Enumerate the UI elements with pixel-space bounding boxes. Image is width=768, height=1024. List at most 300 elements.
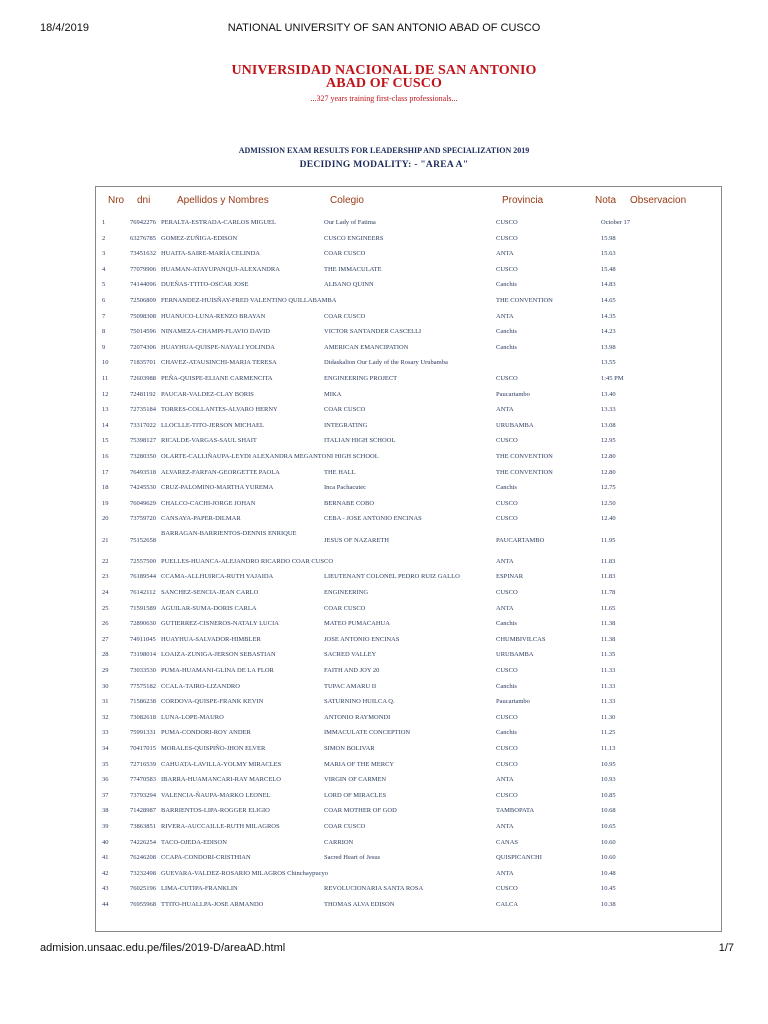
cell-nro: 10 bbox=[102, 359, 109, 367]
cell-dni: 75014596 bbox=[130, 328, 156, 336]
cell-colegio: IMMACULATE CONCEPTION bbox=[324, 729, 411, 737]
table-row bbox=[96, 246, 721, 262]
cell-dni: 72506809 bbox=[130, 296, 156, 304]
header-nota: Nota bbox=[595, 195, 617, 206]
cell-nota: 13.33 bbox=[601, 406, 616, 414]
cell-colegio: CEBA - JOSE ANTONIO ENCINAS bbox=[324, 515, 422, 523]
cell-provincia: ESPINAR bbox=[496, 573, 524, 581]
table-row bbox=[96, 231, 721, 247]
cell-colegio: COAR MOTHER OF GOD bbox=[324, 807, 397, 815]
cell-nota: 10.48 bbox=[601, 869, 616, 877]
header-name: Apellidos y Nombres bbox=[177, 195, 269, 206]
cell-dni: 76049629 bbox=[130, 499, 156, 507]
cell-nota: 11.33 bbox=[601, 698, 616, 706]
cell-name: PAUCAR-VALDEZ-CLAY BORIS bbox=[161, 390, 254, 398]
cell-dni: 76142112 bbox=[130, 589, 156, 597]
cell-dni: 74144096 bbox=[130, 281, 156, 289]
cell-nota: 15.98 bbox=[601, 234, 616, 242]
table-row bbox=[96, 585, 721, 601]
cell-dni: 77470583 bbox=[130, 776, 156, 784]
cell-name: CCAMA-ALLHUIRCA-RUTH YAJAIDA bbox=[161, 573, 274, 581]
cell-colegio: JESUS OF NAZARETH bbox=[324, 536, 390, 544]
cell-provincia: Canchis bbox=[496, 729, 517, 737]
cell-nro: 11 bbox=[102, 374, 109, 382]
cell-nro: 23 bbox=[102, 573, 109, 581]
table-row bbox=[96, 387, 721, 403]
cell-nro: 34 bbox=[102, 745, 109, 752]
cell-dni: 73863851 bbox=[130, 822, 156, 830]
cell-nota: 11.65 bbox=[601, 604, 616, 612]
cell-provincia: URUBAMBA bbox=[496, 651, 534, 659]
cell-provincia: THE CONVENTION bbox=[496, 296, 553, 304]
cell-nro: 16 bbox=[102, 452, 109, 460]
cell-provincia: CUSCO bbox=[496, 667, 518, 675]
cell-provincia: Canchis bbox=[496, 343, 517, 351]
cell-provincia: CUSCO bbox=[496, 219, 518, 226]
cell-nota: 10.60 bbox=[601, 838, 616, 846]
cell-colegio: ENGINEERING PROJECT bbox=[324, 374, 398, 382]
cell-name: MORALES-QUISPIÑO-JHON ELVER bbox=[161, 745, 266, 752]
cell-colegio: Our Lady of Fatima bbox=[324, 219, 376, 226]
table-row bbox=[96, 866, 721, 882]
cell-name: IBARRA-HUAMANCARI-RAY MARCELO bbox=[161, 776, 281, 784]
cell-colegio: ANTONIO RAYMONDI bbox=[324, 713, 391, 721]
cell-provincia: THE CONVENTION bbox=[496, 468, 553, 476]
cell-provincia: ANTA bbox=[496, 869, 514, 877]
cell-name: NINAMEZA-CHAMPI-FLAVIO DAVID bbox=[161, 328, 270, 336]
cell-nota: 10.38 bbox=[601, 900, 616, 908]
cell-provincia: CUSCO bbox=[496, 713, 518, 721]
cell-nro: 31 bbox=[102, 698, 109, 706]
cell-dni: 76493518 bbox=[130, 468, 156, 476]
cell-dni: 73280350 bbox=[130, 452, 156, 460]
cell-name: PUMA-HUAMANI-GLINA DE LA FLOR bbox=[161, 667, 274, 675]
cell-nota: 11.83 bbox=[601, 557, 616, 565]
cell-nro: 35 bbox=[102, 760, 109, 768]
cell-name: LUNA-LOPE-MAURO bbox=[161, 713, 224, 721]
cell-name: GUEVARA-VALDEZ-ROSARIO MILAGROS Chinchaypucyo bbox=[161, 869, 328, 877]
table-row bbox=[96, 850, 721, 866]
cell-provincia: ANTA bbox=[496, 312, 514, 320]
cell-dni: 72557500 bbox=[130, 557, 156, 565]
cell-nro: 5 bbox=[102, 281, 106, 289]
cell-name: TORRES-COLLANTES-ALVARO HERNY bbox=[161, 406, 278, 414]
cell-name: GUTIERREZ-CISNEROS-NATALY LUCIA bbox=[161, 620, 279, 628]
cell-nota: 11.38 bbox=[601, 635, 616, 643]
cell-nota: 10.60 bbox=[601, 854, 616, 862]
cell-dni: 63276785 bbox=[130, 234, 156, 242]
university-name bbox=[0, 64, 768, 90]
cell-name: CAHUATA-LAVILLA-YOLMY MIRACLES bbox=[161, 760, 282, 768]
cell-provincia: CUSCO bbox=[496, 760, 518, 768]
cell-colegio: COAR CUSCO bbox=[324, 406, 366, 414]
cell-dni: 76246208 bbox=[130, 854, 156, 862]
cell-nota: 10.95 bbox=[601, 760, 616, 768]
print-title: NATIONAL UNIVERSITY OF SAN ANTONIO ABAD OF CUSCO bbox=[227, 22, 541, 34]
table-row bbox=[96, 569, 721, 585]
cell-colegio: SIMON BOLIVAR bbox=[324, 745, 375, 752]
cell-name: HUAITA-SAIRE-MARÍA CELINDA bbox=[161, 250, 260, 258]
print-date: 18/4/2019 bbox=[40, 22, 89, 34]
cell-dni: 74226254 bbox=[130, 838, 156, 846]
cell-nro: 6 bbox=[102, 296, 106, 304]
cell-nro: 18 bbox=[102, 484, 109, 492]
cell-nota: 11.83 bbox=[601, 573, 616, 581]
cell-name: GOMEZ-ZUÑIGA-EDISON bbox=[161, 234, 238, 242]
cell-name: OLARTE-CALLIÑAUPA-LEYDI ALEXANDRA MEGANTONI HIGH SCHOOL bbox=[161, 452, 379, 460]
cell-provincia: PAUCARTAMBO bbox=[496, 536, 545, 544]
cell-name: CORDOVA-QUISPE-FRANK KEVIN bbox=[161, 698, 264, 706]
cell-nota: 11.13 bbox=[601, 745, 616, 752]
cell-dni: 71835701 bbox=[130, 359, 156, 367]
cell-nro: 1 bbox=[102, 219, 106, 226]
cell-provincia: Paucartambo bbox=[496, 390, 530, 398]
exam-title: ADMISSION EXAM RESULTS FOR LEADERSHIP AND SPECIALIZATION 2019 bbox=[238, 146, 530, 155]
cell-nota: 10.93 bbox=[601, 776, 616, 784]
cell-nro: 40 bbox=[102, 838, 109, 846]
cell-nro: 14 bbox=[102, 421, 109, 429]
cell-colegio: MARIA OF THE MERCY bbox=[324, 760, 395, 768]
cell-name: HUAYHUA-SALVADOR-HIMBLER bbox=[161, 635, 261, 643]
cell-nro: 39 bbox=[102, 822, 109, 830]
table-row bbox=[96, 511, 721, 527]
cell-nro: 43 bbox=[102, 885, 109, 893]
cell-provincia: CUSCO bbox=[496, 515, 518, 523]
cell-nro: 2 bbox=[102, 234, 106, 242]
cell-nota: 12.80 bbox=[601, 468, 616, 476]
cell-nro: 17 bbox=[102, 468, 109, 476]
cell-provincia: CHUMBIVILCAS bbox=[496, 635, 546, 643]
cell-nro: 7 bbox=[102, 312, 106, 320]
cell-provincia: ANTA bbox=[496, 822, 514, 830]
cell-dni: 73033530 bbox=[130, 667, 156, 675]
cell-nota: 12.50 bbox=[601, 499, 616, 507]
cell-colegio: ITALIAN HIGH SCHOOL bbox=[324, 437, 396, 445]
cell-provincia: CALCA bbox=[496, 900, 519, 908]
cell-colegio: FAITH AND JOY 20 bbox=[324, 667, 380, 675]
table-row bbox=[96, 788, 721, 804]
cell-nro: 32 bbox=[102, 713, 109, 721]
cell-name: LLOCLLE-TITO-JERSON MICHAEL bbox=[161, 421, 264, 429]
cell-provincia: TAMBOPATA bbox=[496, 807, 535, 815]
cell-nota: 11.35 bbox=[601, 651, 616, 659]
cell-dni: 77079906 bbox=[130, 265, 156, 273]
cell-provincia: Paucartambo bbox=[496, 698, 530, 706]
cell-dni: 71428987 bbox=[130, 807, 156, 815]
cell-name: HUANUCO-LUNA-RENZO BRAYAN bbox=[161, 312, 266, 320]
table-header bbox=[96, 187, 721, 215]
table-row bbox=[96, 647, 721, 663]
cell-name: LOAIZA-ZUNIGA-JERSON SEBASTIAN bbox=[161, 651, 276, 659]
cell-dni: 77575182 bbox=[130, 682, 156, 690]
cell-name: PEÑA-QUISPE-ELIANE CARMENCITA bbox=[161, 374, 273, 382]
cell-nota: 15.63 bbox=[601, 250, 616, 258]
cell-name: SANCHEZ-SENCIA-JEAN CARLO bbox=[161, 589, 259, 597]
cell-colegio: ENGINEERING bbox=[324, 589, 369, 597]
cell-dni: 71591589 bbox=[130, 604, 156, 612]
cell-nota: 10.45 bbox=[601, 885, 616, 893]
cell-nota: 11.33 bbox=[601, 682, 616, 690]
cell-colegio: LIEUTENANT COLONEL PEDRO RUIZ GALLO bbox=[324, 573, 460, 581]
cell-nota: 10.68 bbox=[601, 807, 616, 815]
cell-dni: 75098308 bbox=[130, 312, 156, 320]
cell-nro: 38 bbox=[102, 807, 109, 815]
table-row bbox=[96, 355, 721, 371]
cell-dni: 76955968 bbox=[130, 900, 156, 908]
university-name-line2: ABAD OF CUSCO bbox=[326, 76, 442, 91]
cell-colegio: COAR CUSCO bbox=[324, 604, 366, 612]
cell-dni: 74911045 bbox=[130, 635, 156, 643]
cell-nro: 12 bbox=[102, 390, 109, 398]
cell-nro: 36 bbox=[102, 776, 109, 784]
cell-nro: 20 bbox=[102, 515, 109, 523]
cell-provincia: Canchis bbox=[496, 281, 517, 289]
cell-nro: 29 bbox=[102, 667, 109, 675]
cell-colegio: CUSCO ENGINEERS bbox=[324, 234, 384, 242]
table-row bbox=[96, 215, 721, 231]
cell-colegio: VIRGIN OF CARMEN bbox=[324, 776, 387, 784]
table-row bbox=[96, 819, 721, 835]
cell-name: PERALTA-ESTRADA-CARLOS MIGUEL bbox=[161, 219, 276, 226]
modality-title: DECIDING MODALITY: - "AREA A" bbox=[299, 160, 469, 170]
table-row bbox=[96, 897, 721, 913]
cell-nro: 28 bbox=[102, 651, 109, 659]
table-row bbox=[96, 663, 721, 679]
cell-colegio: INTEGRATING bbox=[324, 421, 368, 429]
table-row bbox=[96, 527, 721, 554]
table-row bbox=[96, 449, 721, 465]
print-page-number: 1/7 bbox=[718, 942, 734, 954]
cell-nota: 15.48 bbox=[601, 265, 616, 273]
cell-colegio: REVOLUCIONARIA SANTA ROSA bbox=[324, 885, 424, 893]
cell-dni: 73793294 bbox=[130, 791, 156, 799]
cell-nota: 13.40 bbox=[601, 390, 616, 398]
table-row bbox=[96, 465, 721, 481]
cell-name: CANSAYA-PAPER-DILMAR bbox=[161, 515, 241, 523]
cell-colegio: JOSE ANTONIO ENCINAS bbox=[324, 635, 400, 643]
cell-nota: 11.78 bbox=[601, 589, 616, 597]
cell-colegio: Sacred Heart of Jesus bbox=[324, 854, 381, 862]
results-table bbox=[95, 186, 722, 932]
table-row bbox=[96, 710, 721, 726]
cell-colegio: TUPAC AMARU II bbox=[324, 682, 377, 690]
cell-colegio: BERNABE COBO bbox=[324, 499, 375, 507]
cell-nota: 12.95 bbox=[601, 437, 616, 445]
cell-provincia: CUSCO bbox=[496, 885, 518, 893]
cell-colegio: COAR CUSCO bbox=[324, 822, 366, 830]
cell-colegio: SATURNINO HUILCA Q. bbox=[324, 698, 395, 706]
cell-name: CRUZ-PALOMINO-MARTHA YUREMA bbox=[161, 484, 274, 492]
cell-name: AGUILAR-SUMA-DORIS CARLA bbox=[161, 604, 257, 612]
table-row bbox=[96, 835, 721, 851]
cell-nro: 13 bbox=[102, 406, 109, 414]
cell-provincia: CUSCO bbox=[496, 791, 518, 799]
cell-nota: 14.35 bbox=[601, 312, 616, 320]
cell-dni: 72735184 bbox=[130, 406, 156, 414]
cell-nro: 22 bbox=[102, 557, 109, 565]
cell-dni: 73198014 bbox=[130, 651, 156, 659]
table-row bbox=[96, 480, 721, 496]
cell-dni: 72074306 bbox=[130, 343, 156, 351]
cell-colegio: ALBANO QUINN bbox=[324, 281, 374, 289]
cell-dni: 76189544 bbox=[130, 573, 156, 581]
cell-nota: 11.95 bbox=[601, 536, 616, 544]
cell-provincia: CUSCO bbox=[496, 234, 518, 242]
cell-nota: 13.08 bbox=[601, 421, 616, 429]
cell-colegio: Inca Pachacutec bbox=[324, 484, 367, 492]
cell-provincia: ANTA bbox=[496, 776, 514, 784]
cell-nota: 10.85 bbox=[601, 791, 616, 799]
cell-dni: 75991331 bbox=[130, 729, 156, 737]
cell-nro: 42 bbox=[102, 869, 109, 877]
cell-provincia: THE CONVENTION bbox=[496, 452, 553, 460]
table-row bbox=[96, 371, 721, 387]
header-nro: Nro bbox=[108, 195, 125, 206]
cell-provincia: CANAS bbox=[496, 838, 519, 846]
cell-name: CHAVEZ-ATAUSINCHI-MARIA TERESA bbox=[161, 359, 277, 367]
table-row bbox=[96, 881, 721, 897]
cell-provincia: CUSCO bbox=[496, 374, 518, 382]
cell-name: CHALCO-CACHI-JORGE JOHAN bbox=[161, 499, 256, 507]
table-row bbox=[96, 803, 721, 819]
cell-colegio: SACRED VALLEY bbox=[324, 651, 377, 659]
cell-colegio: MATEO PUMACAHUA bbox=[324, 620, 390, 628]
table-row bbox=[96, 402, 721, 418]
cell-nro: 33 bbox=[102, 729, 109, 737]
cell-dni: 74245530 bbox=[130, 484, 156, 492]
cell-dni: 72481192 bbox=[130, 390, 156, 398]
cell-colegio: COAR CUSCO bbox=[324, 250, 366, 258]
cell-nro: 25 bbox=[102, 604, 109, 612]
table-row bbox=[96, 262, 721, 278]
cell-dni: 75152658 bbox=[130, 536, 156, 544]
header-observacion: Observacion bbox=[630, 195, 687, 206]
table-row bbox=[96, 694, 721, 710]
table-row bbox=[96, 679, 721, 695]
cell-dni: 71586238 bbox=[130, 698, 156, 706]
cell-provincia: QUISPICANCHI bbox=[496, 854, 542, 862]
table-row bbox=[96, 496, 721, 512]
cell-dni: 72603988 bbox=[130, 374, 156, 382]
cell-nro: 8 bbox=[102, 328, 106, 336]
cell-nota: 13.98 bbox=[601, 343, 616, 351]
cell-name: PUMA-CONDORI-ROY ANDER bbox=[161, 729, 251, 737]
cell-name: TACO-OJEDA-EDISON bbox=[161, 838, 227, 846]
cell-provincia: ANTA bbox=[496, 250, 514, 258]
cell-provincia: CUSCO bbox=[496, 265, 518, 273]
cell-dni: 70417015 bbox=[130, 745, 156, 752]
header-colegio: Colegio bbox=[330, 195, 364, 206]
cell-nro: 21 bbox=[102, 536, 109, 544]
cell-name: DUEÑAS-TTITO-OSCAR JOSE bbox=[161, 281, 249, 289]
cell-dni: 75398127 bbox=[130, 437, 156, 445]
cell-name: BARRAGAN-BARRIENTOS-DENNIS ENRIQUE bbox=[161, 529, 297, 537]
cell-nro: 30 bbox=[102, 682, 109, 690]
cell-name: PUELLES-HUANCA-ALEJANDRO RICARDO COAR CUSCO bbox=[161, 557, 334, 565]
cell-nota: 12.40 bbox=[601, 515, 616, 523]
cell-name: HUAYHUA-QUISPE-NAYALI YOLINDA bbox=[161, 343, 275, 351]
cell-provincia: CUSCO bbox=[496, 589, 518, 597]
table-body bbox=[96, 215, 721, 913]
table-row bbox=[96, 418, 721, 434]
table-row bbox=[96, 601, 721, 617]
cell-name: CCALA-TAIRO-LIZANDRO bbox=[161, 682, 240, 690]
cell-nro: 9 bbox=[102, 343, 106, 351]
cell-provincia: Canchis bbox=[496, 682, 517, 690]
cell-nro: 41 bbox=[102, 854, 109, 862]
cell-provincia: Canchis bbox=[496, 484, 517, 492]
cell-nro: 19 bbox=[102, 499, 109, 507]
cell-dni: 76025196 bbox=[130, 885, 156, 893]
cell-nota: 11.25 bbox=[601, 729, 616, 737]
table-row bbox=[96, 309, 721, 325]
cell-provincia: ANTA bbox=[496, 557, 514, 565]
cell-nota: 11.38 bbox=[601, 620, 616, 628]
table-row bbox=[96, 725, 721, 741]
print-url: admision.unsaac.edu.pe/files/2019-D/areaAD.html bbox=[40, 942, 286, 954]
cell-name: RIVERA-AUCCAILLE-RUTH MILAGROS bbox=[161, 822, 280, 830]
header-provincia: Provincia bbox=[502, 195, 544, 206]
cell-nro: 15 bbox=[102, 437, 109, 445]
cell-colegio: AMERICAN EMANCIPATION bbox=[324, 343, 409, 351]
cell-nro: 4 bbox=[102, 265, 106, 273]
cell-name: BARRIENTOS-LIPA-ROGGER ELIGIO bbox=[161, 807, 270, 815]
cell-nota: October 17 bbox=[601, 219, 631, 226]
cell-name: TTITO-HUALLPA-JOSE ARMANDO bbox=[161, 900, 264, 908]
cell-nro: 24 bbox=[102, 589, 109, 597]
cell-dni: 72716539 bbox=[130, 760, 156, 768]
cell-colegio: THE HALL bbox=[324, 468, 356, 476]
table-row bbox=[96, 632, 721, 648]
cell-provincia: Canchis bbox=[496, 328, 517, 336]
cell-dni: 73451632 bbox=[130, 250, 156, 258]
cell-nro: 44 bbox=[102, 900, 109, 908]
cell-dni: 73317022 bbox=[130, 421, 156, 429]
cell-colegio: THOMAS ALVA EDISON bbox=[324, 900, 395, 908]
header-dni: dni bbox=[137, 195, 151, 206]
table-row bbox=[96, 757, 721, 773]
table-row bbox=[96, 616, 721, 632]
cell-colegio: Didaskalion Our Lady of the Rosary Urubamba bbox=[324, 359, 448, 367]
table-row bbox=[96, 741, 721, 757]
cell-dni: 73232498 bbox=[130, 869, 156, 877]
table-row bbox=[96, 554, 721, 570]
cell-nro: 27 bbox=[102, 635, 109, 643]
cell-colegio: COAR CUSCO bbox=[324, 312, 366, 320]
cell-name: RICALDE-VARGAS-SAUL SHAIT bbox=[161, 437, 257, 445]
university-tagline: ...327 years training first-class professionals... bbox=[310, 94, 458, 103]
cell-name: CCAPA-CONDORI-CRISTHIAN bbox=[161, 854, 251, 862]
cell-nro: 3 bbox=[102, 250, 106, 258]
cell-name: HUAMAN-ATAYUPANQUI-ALEXANDRA bbox=[161, 265, 280, 273]
table-row bbox=[96, 277, 721, 293]
cell-nota: 14.65 bbox=[601, 296, 616, 304]
cell-provincia: Canchis bbox=[496, 620, 517, 628]
cell-dni: 73759720 bbox=[130, 515, 156, 523]
cell-dni: 76942276 bbox=[130, 219, 156, 226]
table-row bbox=[96, 340, 721, 356]
cell-nota: 14.23 bbox=[601, 328, 616, 336]
table-row bbox=[96, 293, 721, 309]
cell-provincia: ANTA bbox=[496, 406, 514, 414]
table-row bbox=[96, 433, 721, 449]
cell-name: LIMA-CUTIPA-FRANKLIN bbox=[161, 885, 238, 893]
cell-provincia: CUSCO bbox=[496, 437, 518, 445]
cell-nota: 12.80 bbox=[601, 452, 616, 460]
cell-colegio: VICTOR SANTANDER CASCELLI bbox=[324, 328, 422, 336]
cell-provincia: URUBAMBA bbox=[496, 421, 534, 429]
table-row bbox=[96, 324, 721, 340]
